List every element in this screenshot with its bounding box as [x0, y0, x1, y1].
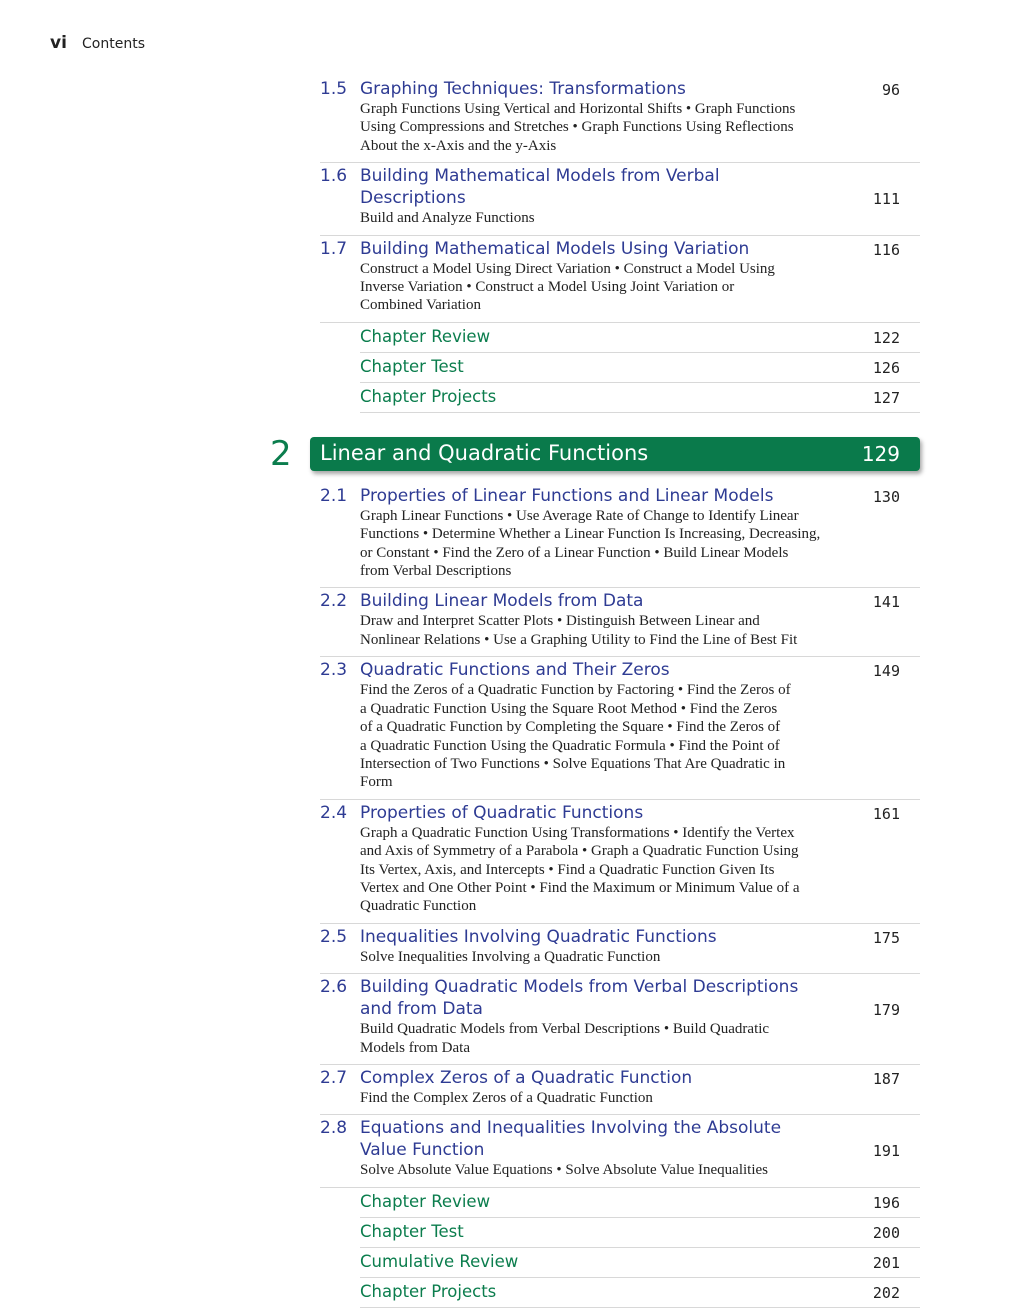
objectives-line: Using Compressions and Stretches • Graph Functions Using Reflections [360, 119, 794, 136]
objectives-line: Find the Complex Zeros of a Quadratic Function [360, 1089, 653, 1106]
section-number: 2.3 [320, 660, 348, 681]
chapter-heading[interactable] [270, 433, 920, 474]
toc-section-entry[interactable] [320, 924, 920, 974]
toc-backmatter-entry[interactable] [360, 1278, 920, 1308]
section-title: Quadratic Functions and Their Zeros [360, 660, 670, 681]
objectives-line: Construct a Model Using Direct Variation • Construct a Model Using [360, 260, 775, 277]
backmatter-label: Chapter Review [360, 326, 491, 346]
section-page-number: 187 [872, 1069, 900, 1088]
section-title: Building Mathematical Models from Verbal Descriptions [360, 166, 720, 209]
running-head-title: Contents [82, 36, 145, 52]
toc-section-entry[interactable] [320, 483, 920, 589]
toc-section-entry[interactable] [320, 657, 920, 799]
section-number: 2.2 [320, 591, 348, 612]
objectives-line: or Constant • Find the Zero of a Linear Function • Build Linear Models [360, 544, 789, 561]
backmatter-page-number: 202 [872, 1283, 900, 1302]
chapter-2-backmatter [320, 1188, 920, 1308]
toc-section-entry[interactable] [320, 800, 920, 924]
chapter-2-sections [320, 483, 920, 1188]
objectives-line: from Verbal Descriptions [360, 563, 512, 580]
objectives-line: Graph a Quadratic Function Using Transformations • Identify the Vertex [360, 824, 795, 841]
running-head [50, 33, 145, 53]
toc-section-entry[interactable] [320, 1065, 920, 1115]
section-title: Properties of Quadratic Functions [360, 802, 644, 823]
section-page-number: 116 [872, 240, 900, 259]
backmatter-label: Chapter Projects [360, 386, 497, 406]
objectives-line: Graph Functions Using Vertical and Horizontal Shifts • Graph Functions [360, 101, 796, 117]
section-title: Properties of Linear Functions and Linear Models [360, 485, 774, 506]
toc-section-entry[interactable] [320, 974, 920, 1065]
section-number: 2.5 [320, 926, 348, 947]
backmatter-label: Chapter Test [360, 1221, 464, 1241]
backmatter-page-number: 127 [872, 388, 900, 407]
objectives-line: a Quadratic Function Using the Square Root Method • Find the Zeros [360, 700, 778, 717]
section-number: 1.7 [320, 238, 348, 259]
toc-section-entry[interactable] [320, 588, 920, 657]
objectives-line: and Axis of Symmetry of a Parabola • Graph a Quadratic Function Using [360, 843, 799, 860]
objectives-line: Quadratic Function [360, 898, 477, 915]
toc-backmatter-entry[interactable] [360, 1248, 920, 1278]
objectives-line: Nonlinear Relations • Use a Graphing Utility to Find the Line of Best Fit [360, 631, 798, 648]
section-page-number: 161 [872, 804, 900, 823]
objectives-line: Inverse Variation • Construct a Model Using Joint Variation or [360, 279, 735, 296]
section-title: Complex Zeros of a Quadratic Function [360, 1067, 693, 1088]
chapter-title: Linear and Quadratic Functions [320, 440, 649, 465]
section-number: 2.7 [320, 1067, 348, 1088]
section-objectives [360, 824, 865, 916]
section-objectives [360, 612, 865, 649]
objectives-line: Solve Inequalities Involving a Quadratic Function [360, 948, 661, 965]
objectives-line: About the x-Axis and the y-Axis [360, 137, 557, 154]
section-title: Equations and Inequalities Involving the Absolute Value Function [360, 1118, 782, 1161]
section-page-number: 149 [872, 662, 900, 681]
section-page-number: 175 [872, 928, 900, 947]
toc-backmatter-entry[interactable] [360, 383, 920, 413]
objectives-line: Vertex and One Other Point • Find the Maximum or Minimum Value of a [360, 879, 800, 896]
objectives-line: of a Quadratic Function by Completing the Square • Find the Zeros of [360, 719, 781, 736]
section-number: 2.4 [320, 802, 348, 823]
objectives-line: Functions • Determine Whether a Linear Function Is Increasing, Decreasing, [360, 526, 821, 543]
section-objectives [360, 260, 865, 315]
section-objectives [360, 948, 865, 966]
objectives-line: a Quadratic Function Using the Quadratic Formula • Find the Point of [360, 737, 780, 754]
chapter-page-number: 129 [861, 441, 900, 466]
backmatter-page-number: 196 [872, 1193, 900, 1212]
backmatter-label: Chapter Projects [360, 1281, 497, 1301]
backmatter-label: Chapter Test [360, 356, 464, 376]
section-page-number: 96 [881, 81, 900, 99]
section-title: Building Quadratic Models from Verbal Descriptions and from Data [360, 977, 799, 1020]
section-page-number: 111 [872, 190, 900, 209]
toc-section-entry[interactable] [320, 76, 920, 163]
objectives-line: Form [360, 774, 393, 791]
section-objectives [360, 100, 865, 155]
section-page-number: 130 [872, 487, 900, 506]
toc-section-entry[interactable] [320, 1115, 920, 1187]
backmatter-page-number: 201 [872, 1253, 900, 1272]
section-objectives [360, 681, 865, 791]
objectives-line: Draw and Interpret Scatter Plots • Distinguish Between Linear and [360, 613, 760, 630]
table-of-contents [270, 76, 920, 1308]
chapter-1-sections [320, 76, 920, 323]
toc-backmatter-entry[interactable] [360, 1188, 920, 1218]
toc-backmatter-entry[interactable] [360, 323, 920, 353]
objectives-line: Build and Analyze Functions [360, 210, 535, 227]
section-objectives [360, 1020, 865, 1057]
chapter-1-backmatter [320, 323, 920, 413]
section-title: Building Linear Models from Data [360, 591, 644, 612]
section-title: Graphing Techniques: Transformations [360, 79, 686, 99]
backmatter-label: Chapter Review [360, 1191, 491, 1211]
section-objectives [360, 1089, 865, 1107]
objectives-line: Find the Zeros of a Quadratic Function by Factoring • Find the Zeros of [360, 682, 791, 699]
section-page-number: 179 [872, 1001, 900, 1020]
backmatter-page-number: 122 [872, 328, 900, 347]
toc-section-entry[interactable] [320, 236, 920, 323]
toc-section-entry[interactable] [320, 163, 920, 235]
section-number: 2.8 [320, 1118, 348, 1139]
section-objectives [360, 507, 865, 581]
section-title: Inequalities Involving Quadratic Functions [360, 926, 717, 947]
objectives-line: Build Quadratic Models from Verbal Descriptions • Build Quadratic [360, 1021, 770, 1038]
objectives-line: Graph Linear Functions • Use Average Rate of Change to Identify Linear [360, 507, 799, 524]
chapter-number: 2 [270, 433, 292, 474]
objectives-line: Its Vertex, Axis, and Intercepts • Find a Quadratic Function Given Its [360, 861, 775, 878]
objectives-line: Solve Absolute Value Equations • Solve Absolute Value Inequalities [360, 1162, 768, 1179]
backmatter-page-number: 200 [872, 1223, 900, 1242]
section-number: 2.6 [320, 977, 348, 998]
backmatter-label: Cumulative Review [360, 1251, 519, 1271]
section-number: 1.5 [320, 79, 348, 99]
section-number: 1.6 [320, 166, 348, 187]
objectives-line: Intersection of Two Functions • Solve Equations That Are Quadratic in [360, 755, 786, 772]
objectives-line: Models from Data [360, 1039, 470, 1056]
section-page-number: 141 [872, 593, 900, 612]
toc-backmatter-entry[interactable] [360, 1218, 920, 1248]
section-number: 2.1 [320, 485, 348, 506]
backmatter-page-number: 126 [872, 358, 900, 377]
section-title: Building Mathematical Models Using Variation [360, 238, 750, 259]
objectives-line: Combined Variation [360, 297, 481, 314]
section-page-number: 191 [872, 1142, 900, 1161]
section-objectives [360, 1161, 865, 1179]
section-objectives [360, 209, 865, 227]
page-folio: vi [50, 33, 67, 53]
toc-backmatter-entry[interactable] [360, 353, 920, 383]
